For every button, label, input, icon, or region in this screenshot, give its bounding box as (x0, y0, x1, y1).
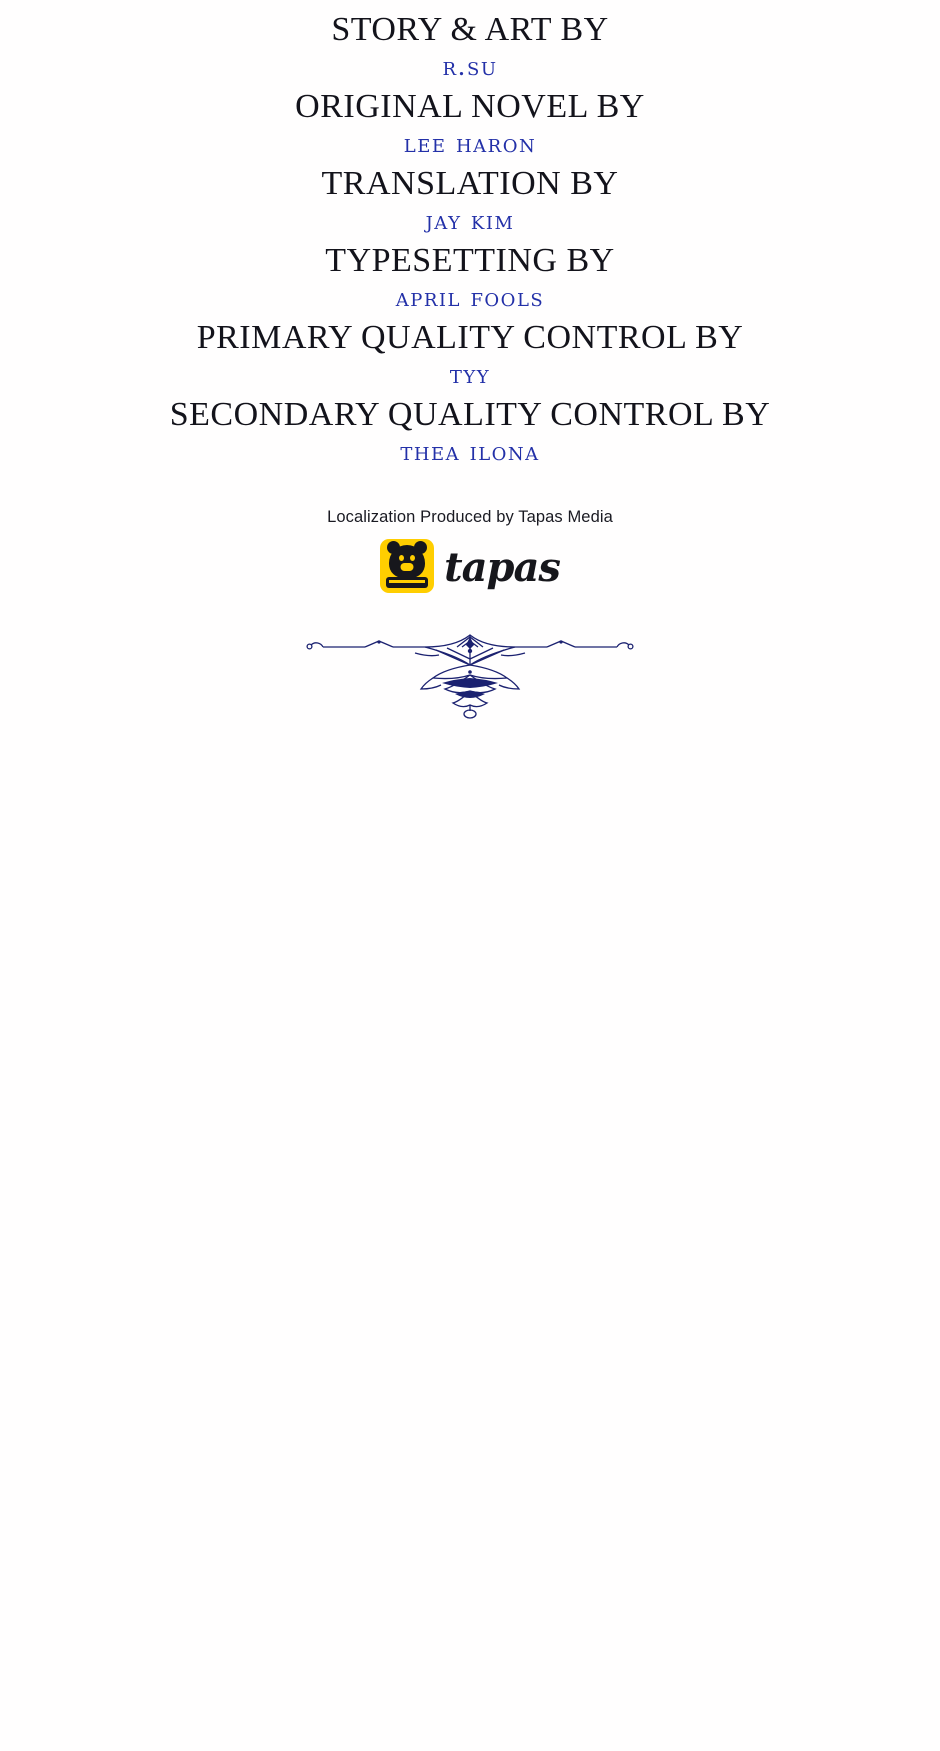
credit-name: jay kim (425, 206, 515, 236)
credit-entry (0, 87, 940, 164)
credit-role: ORIGINAL NOVEL BY (295, 87, 645, 125)
credit-entry (0, 10, 940, 87)
credit-entry (0, 318, 940, 395)
tapas-wordmark: tapas (444, 543, 560, 591)
credit-entry (0, 241, 940, 318)
credit-role: PRIMARY QUALITY CONTROL BY (196, 318, 744, 356)
credit-role: TYPESETTING BY (325, 241, 615, 279)
credit-entry (0, 164, 940, 241)
credit-name: r.su (442, 52, 498, 82)
ornamental-divider-icon (305, 631, 635, 721)
credit-name: lee haron (403, 129, 537, 159)
credit-name: april fools (395, 283, 545, 313)
tapas-logo (0, 539, 940, 593)
credit-role: TRANSLATION BY (321, 164, 619, 202)
credit-role: STORY & ART BY (331, 11, 609, 48)
credit-role: SECONDARY QUALITY CONTROL BY (169, 395, 771, 433)
tapas-bear-icon (380, 539, 434, 593)
credits-list (0, 0, 940, 472)
credit-entry (0, 395, 940, 472)
localization-note: Localization Produced by Tapas Media (327, 507, 613, 526)
credit-name: thea ilona (400, 437, 540, 467)
credit-name: tyy (449, 360, 491, 390)
